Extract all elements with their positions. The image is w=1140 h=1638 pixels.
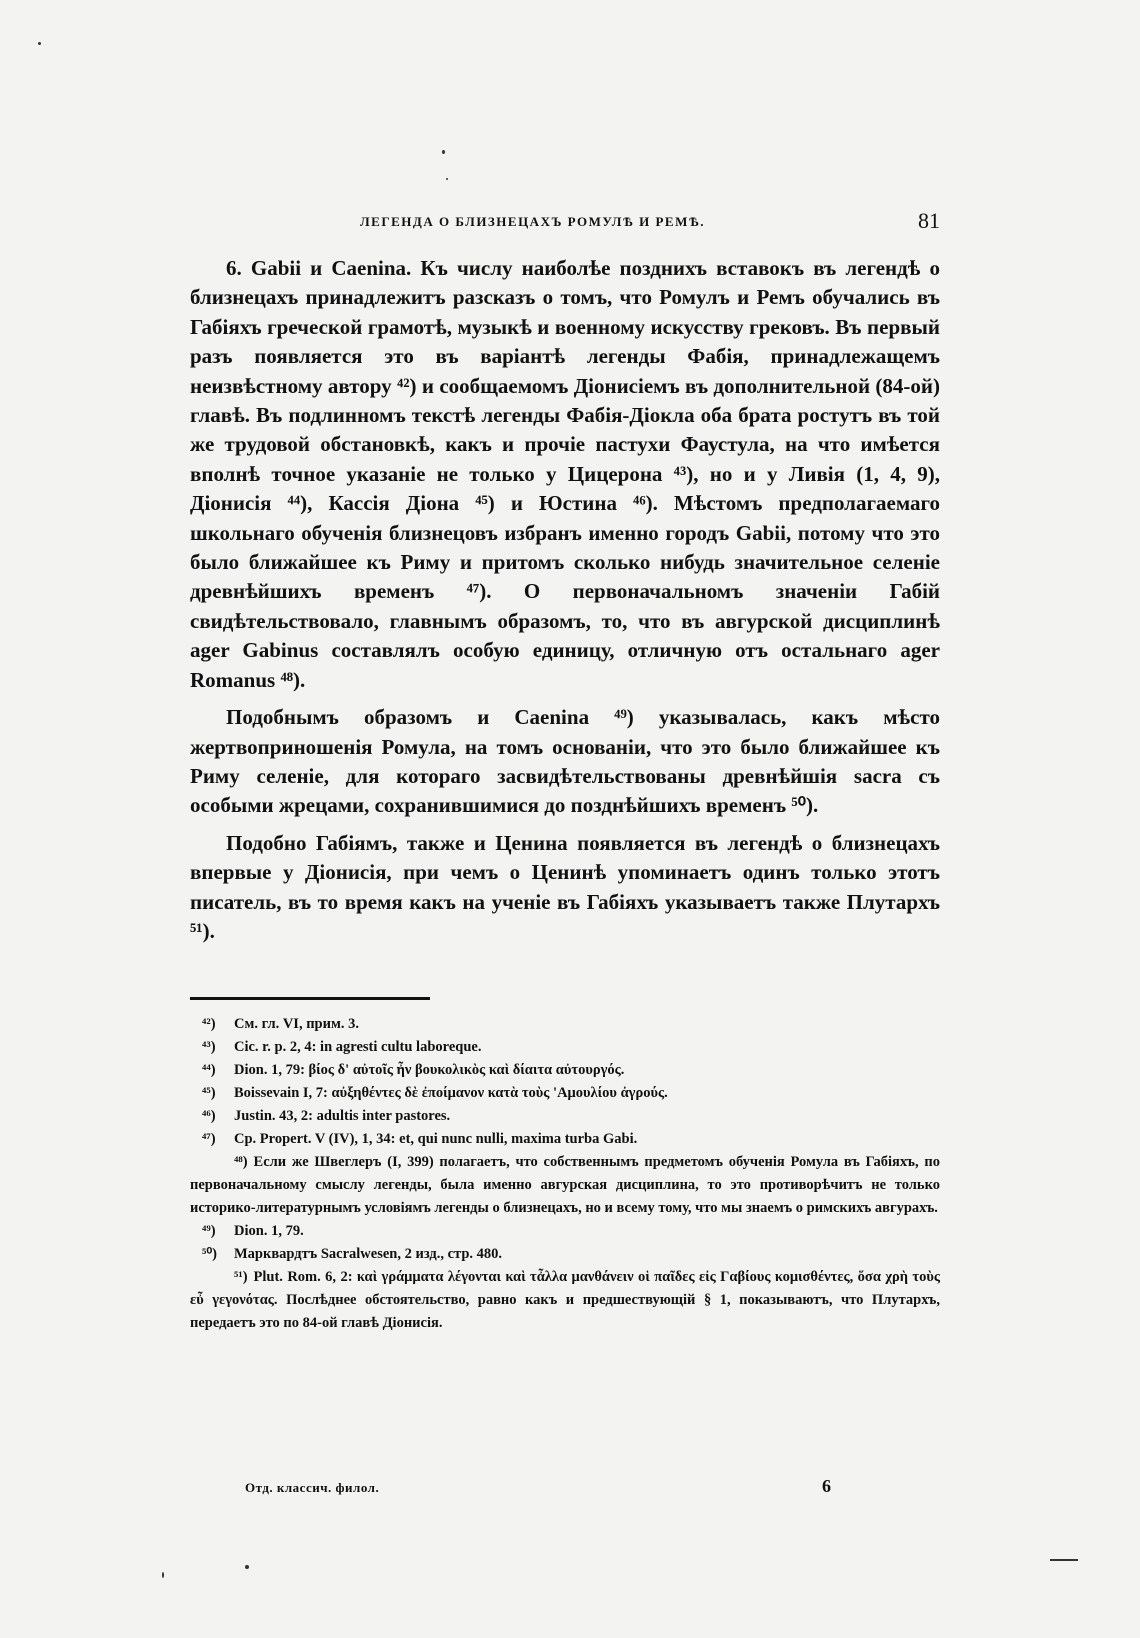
- footnote-number: ⁴³): [202, 1039, 216, 1055]
- sheet-number: 6: [822, 1476, 831, 1496]
- footnote-number: ⁴⁵): [202, 1085, 216, 1101]
- footnotes: [190, 1013, 940, 1335]
- footnote: [190, 1266, 940, 1335]
- paragraph: Подобно Габіямъ, также и Ценина появляется въ легендѣ о близнецахъ впервые у Діонисія, при чемъ о Ценинѣ упоминаетъ одинъ только этотъ писатель, въ то время какъ на ученіе въ Габіяхъ указываетъ также Плутархъ ⁵¹).: [190, 830, 940, 943]
- running-title: ЛЕГЕНДА О БЛИЗНЕЦАХЪ РОМУЛѢ И РЕМѢ.: [360, 214, 706, 229]
- scan-speck: [162, 1572, 164, 1578]
- footnote: [190, 1105, 940, 1128]
- footnote-text: Если же Швеглеръ (I, 399) полагаетъ, что собственнымъ предметомъ обученія Ромула въ Габіяхъ, по первоначальному смыслу легенды, была именно авгурская дисциплина, то это противорѣчитъ не только историко-литературнымъ условіямъ легенды о близнецахъ, но и всему тому, что мы знаемъ о римскихъ авгурахъ.: [190, 1154, 940, 1216]
- scan-speck: [446, 178, 448, 180]
- paragraph: 6. Gabii и Caenina. Къ числу наиболѣе позднихъ вставокъ въ легендѣ о близнецахъ принадлежитъ разсказъ о томъ, что Ромулъ и Ремъ обучались въ Габіяхъ греческой грамотѣ, музыкѣ и военному искусству грековъ. Въ первый разъ появляется это въ варіантѣ легенды Фабія, принадлежащемъ неизвѣстному автору ⁴²) и сообщаемомъ Діонисіемъ въ дополнительной (84-ой) главѣ. Въ подлинномъ текстѣ легенды Фабія-Діокла оба брата ростутъ въ той же трудовой обстановкѣ, какъ и прочіе пастухи Фаустула, на что имѣется вполнѣ точное указаніе не только у Цицерона ⁴³), но и у Ливія (1, 4, 9), Діонисія ⁴⁴), Кассія Діона ⁴⁵) и Юстина ⁴⁶). Мѣстомъ предполагаемаго школьнаго обученія близнецовъ избранъ именно городъ Gabii, потому что это было ближайшее къ Риму и притомъ сколько нибудь значительное селеніе древнѣйшихъ временъ ⁴⁷). О первоначальномъ значеніи Габій свидѣтельствовало, главнымъ образомъ, то, что въ авгурской дисциплинѣ ager Gabinus составлялъ особую единицу, отличную отъ остальнаго ager Romanus ⁴⁸).: [190, 256, 940, 692]
- footnote-text: Boissevain I, 7: αὐξηθέντες δὲ ἐποίμανον κατὰ τοὺς 'Αμουλίου ἀγρούς.: [234, 1085, 668, 1101]
- signature-mark: Отд. классич. филол.: [245, 1480, 380, 1495]
- footnote-number: ⁵⁰): [202, 1246, 217, 1262]
- footnote-text: Cic. r. p. 2, 4: in agresti cultu laboreque.: [234, 1039, 482, 1055]
- footnote: [190, 1082, 940, 1105]
- footnote-number: ⁴⁹): [202, 1223, 216, 1239]
- footnote-text: Plut. Rom. 6, 2: καὶ γράμματα λέγονται καὶ τἆλλα μανθάνειν οἱ παῖδες εἰς Γαβίους κομισθέντες, ὅσα χρὴ τοὺς εὖ γεγονότας. Послѣднее обстоятельство, равно какъ и предшествующій § 1, показываютъ, что Плутархъ, передаетъ это по 84-ой главѣ Діонисія.: [190, 1269, 940, 1331]
- paragraph: Подобнымъ образомъ и Caenina ⁴⁹) указывалась, какъ мѣсто жертвоприношенія Ромула, на томъ основаніи, что это было ближайшее къ Риму селеніе, для котораго засвидѣтельствованы древнѣйшія sacra съ особыми жрецами, сохранившимися до позднѣйшихъ временъ ⁵⁰).: [190, 705, 940, 818]
- footnote: [190, 1243, 940, 1266]
- footnote-number: ⁴⁶): [202, 1108, 216, 1124]
- footnote: [190, 1036, 940, 1059]
- footnote: [190, 1013, 940, 1036]
- scan-speck: [245, 1565, 249, 1569]
- footnote-number: ⁴²): [202, 1016, 216, 1032]
- footnote-text: Марквардтъ Sacralwesen, 2 изд., стр. 480.: [234, 1246, 503, 1262]
- footnote: [190, 1151, 940, 1220]
- footnote-number: ⁴⁸): [234, 1154, 248, 1170]
- main-text: [190, 254, 940, 954]
- footnote-number: ⁴⁴): [202, 1062, 216, 1078]
- scan-speck: [38, 42, 41, 45]
- page-number: 81: [918, 208, 940, 233]
- footnote-text: См. гл. VI, прим. 3.: [234, 1016, 359, 1032]
- footnote-text: Dion. 1, 79: βίος δ' αὐτοῖς ἦν βουκολικὸς καὶ δίαιτα αὐτουργός.: [234, 1062, 625, 1078]
- scan-mark: [1050, 1559, 1078, 1561]
- footnote-number: ⁴⁷): [202, 1131, 216, 1147]
- scan-speck: [442, 150, 445, 154]
- footnote-text: Dion. 1, 79.: [234, 1223, 304, 1239]
- footnote-number: ⁵¹): [234, 1269, 248, 1285]
- footnote-divider: [190, 997, 430, 1000]
- footnote-text: Cp. Propert. V (IV), 1, 34: et, qui nunc nulli, maxima turba Gabi.: [234, 1131, 638, 1147]
- footnote: [190, 1059, 940, 1082]
- footnote: [190, 1220, 940, 1243]
- page-header: [190, 208, 940, 242]
- footnote-text: Justin. 43, 2: adultis inter pastores.: [234, 1108, 451, 1124]
- footnote: [190, 1128, 940, 1151]
